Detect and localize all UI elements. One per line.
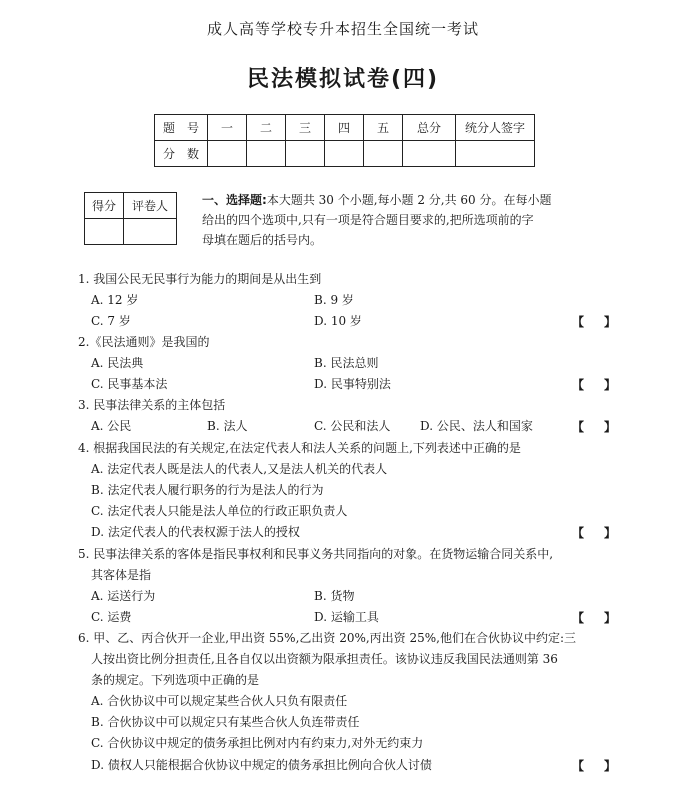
score-table-header-row (155, 115, 535, 141)
score-table-cell: 一 (208, 115, 247, 141)
q1-answer-bracket[interactable]: 【 】 (572, 315, 616, 329)
q6-stem-line3: 条的规定。下列选项中正确的是 (91, 673, 260, 687)
q4-option-c: C. 法定代表人只能是法人单位的行政正职负责人 (91, 504, 348, 518)
q2-answer-bracket[interactable]: 【 】 (572, 378, 616, 392)
q4-option-b: B. 法定代表人履行职务的行为是法人的行为 (91, 483, 324, 497)
q6-answer-bracket[interactable]: 【 】 (572, 759, 616, 773)
score-blank-cell[interactable] (364, 141, 403, 167)
q3-option-c: C. 公民和法人 (314, 419, 391, 433)
paper-title: 民法模拟试卷(四) (246, 67, 440, 92)
score-blank-cell[interactable] (247, 141, 286, 167)
q2-option-b: B. 民法总则 (314, 356, 379, 370)
q5-option-d: D. 运输工具 (314, 610, 379, 624)
q3-option-a: A. 公民 (91, 419, 132, 433)
score-table (154, 114, 535, 167)
q5-stem-line1: 5. 民事法律关系的客体是指民事权利和民事义务共同指向的对象。在货物运输合同关系中, (78, 547, 554, 561)
grader-blank-cell[interactable] (124, 219, 177, 245)
q2-option-d: D. 民事特别法 (314, 377, 391, 391)
q5-stem-line2: 其客体是指 (91, 568, 152, 582)
grader-table (84, 192, 177, 245)
grader-table-cell: 得分 (85, 193, 124, 219)
score-blank-cell[interactable] (456, 141, 535, 167)
q6-option-b: B. 合伙协议中可以规定只有某些合伙人负连带责任 (91, 715, 360, 729)
q1-option-d: D. 10 岁 (314, 314, 362, 328)
score-table-cell: 总分 (403, 115, 456, 141)
score-table-cell: 统分人签字 (456, 115, 535, 141)
score-blank-cell[interactable] (403, 141, 456, 167)
q5-option-c: C. 运费 (91, 610, 132, 624)
score-table-cell: 四 (325, 115, 364, 141)
q6-stem-line1: 6. 甲、乙、丙合伙开一企业,甲出资 55%,乙出资 20%,丙出资 25%,他们在合伙协议中约定:三 (78, 631, 577, 645)
score-table-cell: 分 数 (155, 141, 208, 167)
q5-answer-bracket[interactable]: 【 】 (572, 611, 616, 625)
q2-option-a: A. 民法典 (91, 356, 144, 370)
q2-stem: 2.《民法通则》是我国的 (78, 335, 210, 349)
exam-header: 成人高等学校专升本招生全国统一考试 (206, 20, 479, 38)
score-blank-cell[interactable] (325, 141, 364, 167)
q5-option-a: A. 运送行为 (91, 589, 156, 603)
q4-option-d: D. 法定代表人的代表权源于法人的授权 (91, 525, 300, 539)
q6-option-d: D. 债权人只能根据合伙协议中规定的债务承担比例向合伙人讨债 (91, 758, 432, 772)
q3-option-d: D. 公民、法人和国家 (420, 419, 533, 433)
q4-stem: 4. 根据我国民法的有关规定,在法定代表人和法人关系的问题上,下列表述中正确的是 (78, 441, 521, 455)
score-table-score-row (155, 141, 535, 167)
score-table-cell: 三 (286, 115, 325, 141)
section-intro-line: 母填在题后的括号内。 (202, 233, 323, 247)
q5-option-b: B. 货物 (314, 589, 355, 603)
q6-option-c: C. 合伙协议中规定的债务承担比例对内有约束力,对外无约束力 (91, 736, 424, 750)
q1-option-b: B. 9 岁 (314, 293, 354, 307)
q2-option-c: C. 民事基本法 (91, 377, 168, 391)
q3-stem: 3. 民事法律关系的主体包括 (78, 398, 226, 412)
grader-blank-cell[interactable] (85, 219, 124, 245)
score-blank-cell[interactable] (286, 141, 325, 167)
q6-option-a: A. 合伙协议中可以规定某些合伙人只负有限责任 (91, 694, 348, 708)
q4-answer-bracket[interactable]: 【 】 (572, 526, 616, 540)
score-blank-cell[interactable] (208, 141, 247, 167)
section-intro-line: 一、选择题:本大题共 30 个小题,每小题 2 分,共 60 分。在每小题 (202, 193, 552, 207)
section-intro-line: 给出的四个选项中,只有一项是符合题目要求的,把所选项前的字 (202, 213, 534, 227)
q1-option-a: A. 12 岁 (91, 293, 139, 307)
q3-option-b: B. 法人 (207, 419, 248, 433)
q1-option-c: C. 7 岁 (91, 314, 131, 328)
q6-stem-line2: 人按出资比例分担责任,且各自仅以出资额为限承担责任。该协议违反我国民法通则第 36 (91, 652, 558, 666)
grader-table-cell: 评卷人 (124, 193, 177, 219)
q1-stem: 1. 我国公民无民事行为能力的期间是从出生到 (78, 272, 322, 286)
q4-option-a: A. 法定代表人既是法人的代表人,又是法人机关的代表人 (91, 462, 388, 476)
score-table-cell: 题 号 (155, 115, 208, 141)
score-table-cell: 二 (247, 115, 286, 141)
q3-answer-bracket[interactable]: 【 】 (572, 420, 616, 434)
section-label: 一、选择题: (202, 193, 267, 207)
score-table-cell: 五 (364, 115, 403, 141)
